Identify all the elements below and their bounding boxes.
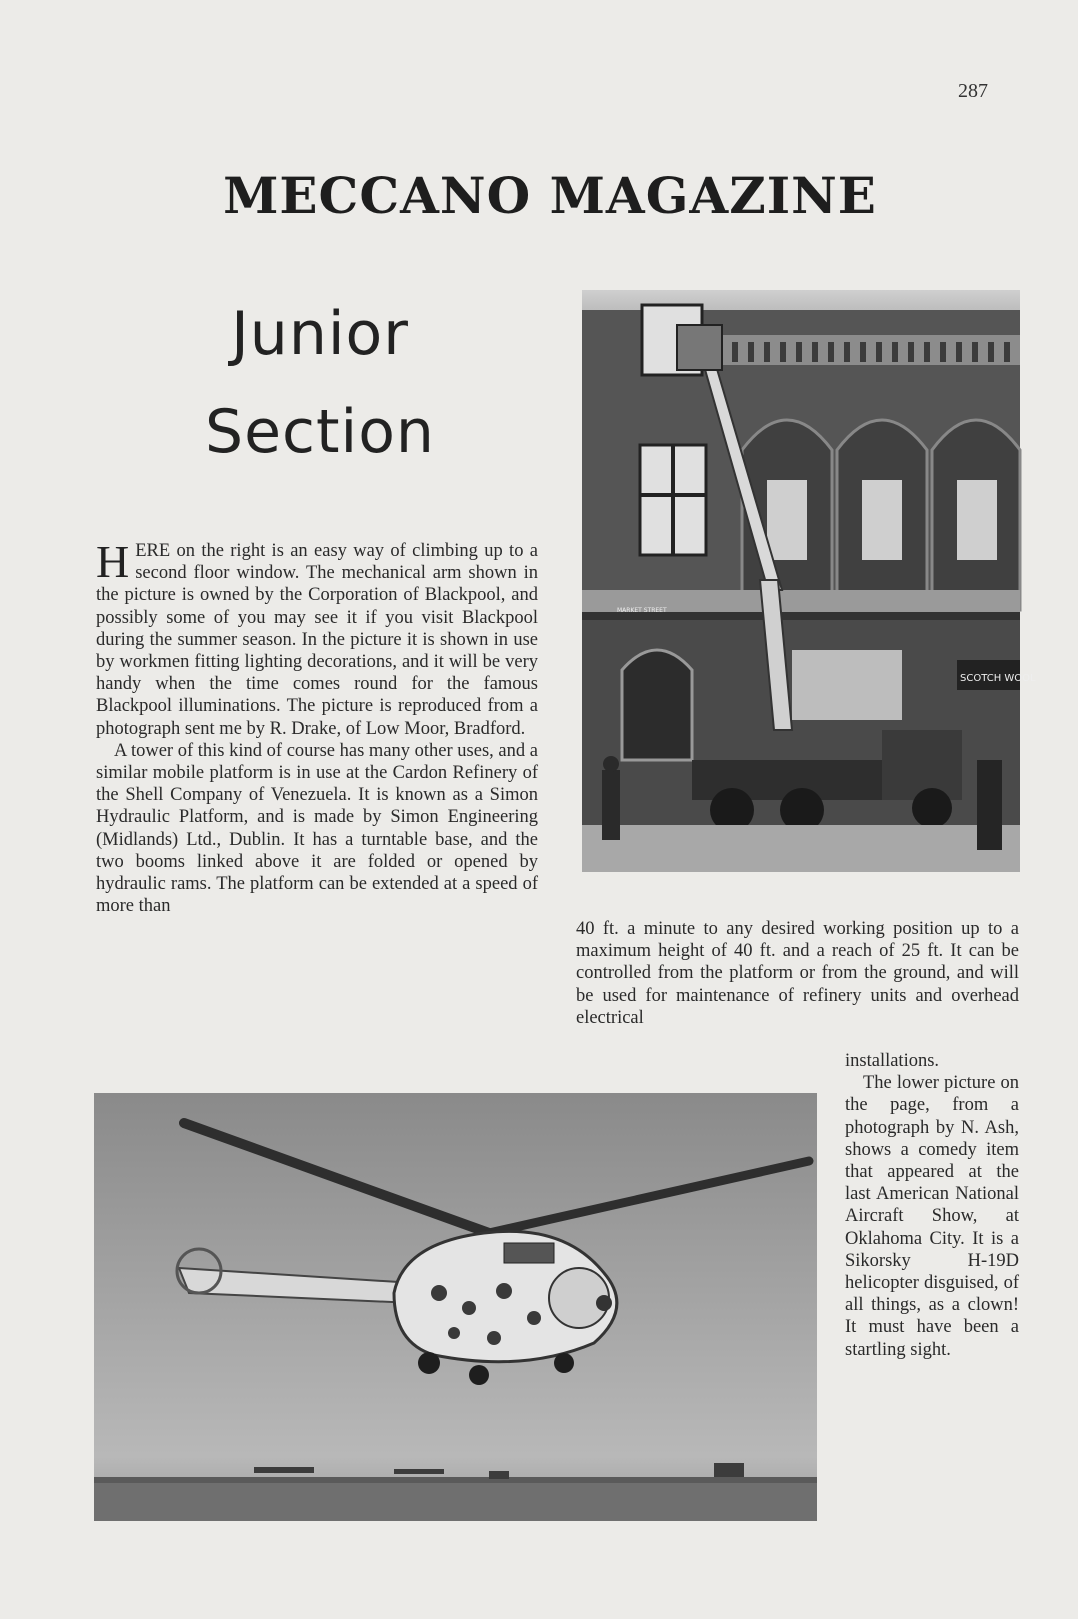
article-paragraph-2: A tower of this kind of course has many other uses, and a similar mobile platform is in use at the Cardon Refinery of the Shell Company of Venezuela. It is known as a Simon Hydraulic Platform, and is made by Simon Engineering (Midlands) Ltd., Dublin. It has a turntable base, and the two booms linked above it are folded or opened by hydraulic rams. The platform can be extended at a speed of more than (96, 740, 538, 917)
drop-cap: H (96, 536, 130, 587)
article-column-left (96, 536, 538, 917)
section-title-line1: Junior (231, 299, 409, 369)
article-column-right (576, 918, 1019, 1029)
article-paragraph-1 (96, 536, 538, 740)
magazine-masthead: MECCANO MAGAZINE (223, 166, 877, 225)
hydraulic-platform-photo (582, 290, 1036, 872)
section-title (190, 285, 450, 481)
building-illustration (582, 290, 1036, 872)
street-sign: MARKET STREET (617, 607, 667, 614)
article-paragraph-2-continued: 40 ft. a minute to any desired working position up to a maximum height of 40 ft. and a reach of 25 ft. It can be controlled from the platform or from the ground, and will be used for maintenance of refinery units and overhead electrical (576, 919, 1019, 1028)
article-paragraph-2-end: installations. (845, 1051, 940, 1071)
section-title-line2: Section (205, 397, 435, 467)
helicopter-photo (94, 1093, 817, 1521)
shop-sign: SCOTCH WOOL (960, 673, 1036, 684)
page-number: 287 (958, 80, 988, 102)
article-paragraph-3: The lower picture on the page, from a photograph by N. Ash, shows a comedy item that appeared at the last American National Aircraft Show, at Oklahoma City. It is a Sikorsky H-19D helicopter disguised, of all things, as a clown! It must have been a startling sight. (845, 1073, 1019, 1360)
article-column-side (845, 1050, 1019, 1361)
helicopter-illustration (94, 1093, 817, 1521)
paragraph-1-text: ERE on the right is an easy way of climbing up to a second floor window. The mechanical arm shown in the picture is owned by the Corporation of Blackpool, and possibly some of you may see it if you visit Blackpool during the summer season. In the picture it is shown in use by workmen fitting lighting decorations, and it will be very handy when the time comes round for the famous Blackpool illuminations. The picture is reproduced from a photograph sent me by R. Drake, of Low Moor, Bradford. (96, 541, 538, 739)
